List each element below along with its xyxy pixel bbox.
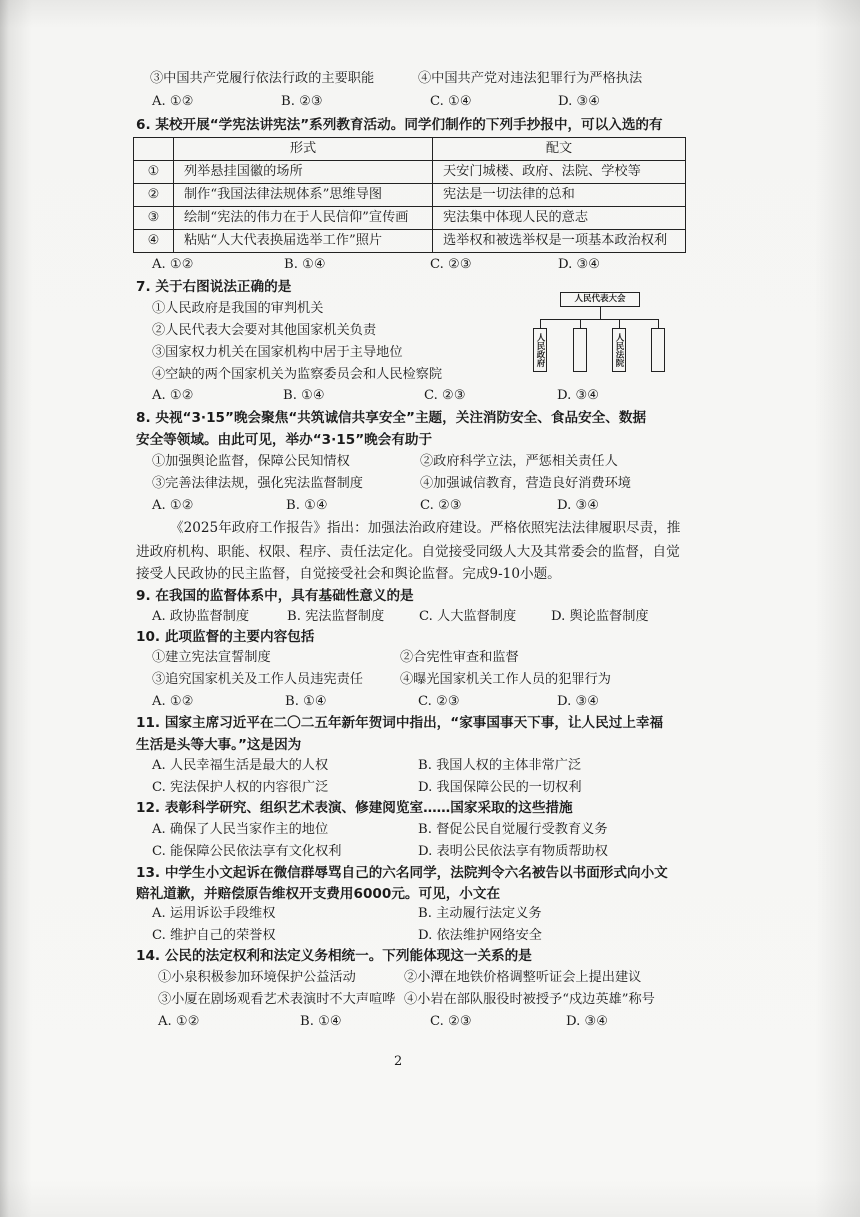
q5-option-c: C. ①④ xyxy=(430,94,472,109)
q7-option-a: A. ①② xyxy=(152,388,194,403)
q14-option-d: D. ③④ xyxy=(566,1014,609,1029)
q11-option-b: B. 我国人权的主体非常广泛 xyxy=(418,758,582,773)
table-cell-index: ④ xyxy=(134,230,174,253)
q9-option-d: D. 舆论监督制度 xyxy=(551,609,649,624)
q13-stem-line-1: 13. 中学生小文起诉在微信群辱骂自己的六名同学，法院判令六名被告以书面形式向小文 xyxy=(136,865,668,881)
diagram-stub-line xyxy=(619,319,620,328)
q12-option-d: D. 表明公民依法享有物质帮助权 xyxy=(418,844,608,859)
q13-option-b: B. 主动履行法定义务 xyxy=(418,906,542,921)
q7-option-d: D. ③④ xyxy=(557,388,600,403)
diagram-stub-line xyxy=(540,319,541,328)
diagram-npc-box: 人民代表大会 xyxy=(560,292,640,307)
q12-stem: 12. 表彰科学研究、组织艺术表演、修建阅览室……国家采取的这些措施 xyxy=(136,800,573,816)
q10-option-b: B. ①④ xyxy=(285,694,327,709)
q6-option-c: C. ②③ xyxy=(430,257,472,272)
table-row xyxy=(134,184,686,207)
q7-item-1: ①人民政府是我国的审判机关 xyxy=(152,301,324,316)
q14-stem: 14. 公民的法定权利和法定义务相统一。下列能体现这一关系的是 xyxy=(136,948,532,964)
q9-option-b: B. 宪法监督制度 xyxy=(287,609,385,624)
q9-option-c: C. 人大监督制度 xyxy=(419,609,517,624)
q10-option-a: A. ①② xyxy=(152,694,194,709)
table-cell-index: ② xyxy=(134,184,174,207)
q8-stem-line-1: 8. 央视“3·15”晚会聚焦“共筑诚信共享安全”主题，关注消防安全、食品安全、数据 xyxy=(136,410,647,426)
q13-stem-line-2: 赔礼道歉，并赔偿原告维权开支费用6000元。可见，小文在 xyxy=(136,886,501,902)
q8-item-2: ②政府科学立法，严惩相关责任人 xyxy=(420,454,618,469)
q14-option-c: C. ②③ xyxy=(430,1014,472,1029)
q7-option-b: B. ①④ xyxy=(283,388,325,403)
q11-option-d: D. 我国保障公民的一切权利 xyxy=(418,780,582,795)
q12-option-a: A. 确保了人民当家作主的地位 xyxy=(152,822,329,837)
diagram-trunk-line xyxy=(600,307,601,319)
q8-option-d: D. ③④ xyxy=(557,498,600,513)
q11-stem-line-2: 生活是头等大事。”这是因为 xyxy=(136,737,302,753)
q11-stem-line-1: 11. 国家主席习近平在二〇二五年新年贺词中指出，“家事国事天下事，让人民过上幸福 xyxy=(136,715,664,731)
q6-stem: 6. 某校开展“学宪法讲宪法”系列教育活动。同学们制作的下列手抄报中，可以入选的有 xyxy=(136,117,663,133)
table-row xyxy=(134,207,686,230)
table-header-row xyxy=(134,138,686,161)
q5-item-4: ④中国共产党对违法犯罪行为严格执法 xyxy=(418,71,643,86)
diagram-blank-box-1 xyxy=(573,328,587,372)
table-cell-index: ① xyxy=(134,161,174,184)
table-cell-form: 粘贴“人大代表换届选举工作”照片 xyxy=(174,230,433,253)
q8-item-3: ③完善法律法规，强化宪法监督制度 xyxy=(152,476,363,491)
q10-item-2: ②合宪性审查和监督 xyxy=(400,650,519,665)
q7-item-2: ②人民代表大会要对其他国家机关负责 xyxy=(152,323,377,338)
q9-stem: 9. 在我国的监督体系中，具有基础性意义的是 xyxy=(136,588,414,604)
q14-item-2: ②小潭在地铁价格调整听证会上提出建议 xyxy=(404,970,642,985)
q7-option-c: C. ②③ xyxy=(424,388,466,403)
diagram-stub-line xyxy=(580,319,581,328)
table-cell-caption: 宪法集中体现人民的意志 xyxy=(433,207,686,230)
q11-option-c: C. 宪法保护人权的内容很广泛 xyxy=(152,780,329,795)
q13-option-d: D. 依法维护网络安全 xyxy=(418,928,542,943)
q13-option-a: A. 运用诉讼手段维权 xyxy=(152,906,276,921)
table-cell-form: 列举悬挂国徽的场所 xyxy=(174,161,433,184)
q10-option-d: D. ③④ xyxy=(557,694,600,709)
diagram-blank-box-2 xyxy=(651,328,665,372)
state-organs-diagram xyxy=(530,290,670,376)
q14-item-1: ①小泉积极参加环境保护公益活动 xyxy=(158,970,356,985)
q10-item-1: ①建立宪法宣誓制度 xyxy=(152,650,271,665)
q7-item-4: ④空缺的两个国家机关为监察委员会和人民检察院 xyxy=(152,367,443,382)
diagram-stub-line xyxy=(658,319,659,328)
q10-stem: 10. 此项监督的主要内容包括 xyxy=(136,629,315,645)
table-cell-caption: 宪法是一切法律的总和 xyxy=(433,184,686,207)
q9-option-a: A. 政协监督制度 xyxy=(152,609,250,624)
page-number: 2 xyxy=(394,1054,403,1069)
q14-option-a: A. ①② xyxy=(158,1014,200,1029)
q12-option-b: B. 督促公民自觉履行受教育义务 xyxy=(418,822,608,837)
q7-stem: 7. 关于右图说法正确的是 xyxy=(136,279,292,295)
q10-item-4: ④曝光国家机关工作人员的犯罪行为 xyxy=(400,672,611,687)
q6-option-b: B. ①④ xyxy=(284,257,326,272)
q6-option-d: D. ③④ xyxy=(558,257,601,272)
table-cell-caption: 天安门城楼、政府、法院、学校等 xyxy=(433,161,686,184)
q8-item-4: ④加强诚信教育，营造良好消费环境 xyxy=(420,476,631,491)
q7-item-3: ③国家权力机关在国家机构中居于主导地位 xyxy=(152,345,403,360)
table-cell-form: 制作“我国法律法规体系”思维导图 xyxy=(174,184,433,207)
passage-line-1: 《2025年政府工作报告》指出：加强法治政府建设。严格依照宪法法律履职尽责，推 xyxy=(170,520,681,536)
q8-option-b: B. ①④ xyxy=(286,498,328,513)
diagram-court-box: 人民法院 xyxy=(612,328,626,372)
q5-option-b: B. ②③ xyxy=(281,94,323,109)
passage-line-2: 进政府机构、职能、权限、程序、责任法定化。自觉接受同级人大及其常委会的监督，自觉 xyxy=(136,544,680,560)
table-row xyxy=(134,161,686,184)
q11-option-a: A. 人民幸福生活是最大的人权 xyxy=(152,758,329,773)
table-header-index xyxy=(134,138,174,161)
q13-option-c: C. 维护自己的荣誉权 xyxy=(152,928,276,943)
table-cell-form: 绘制“宪法的伟力在于人民信仰”宣传画 xyxy=(174,207,433,230)
q14-item-4: ④小岩在部队服役时被授予“戍边英雄”称号 xyxy=(404,992,655,1007)
table-header-form: 形式 xyxy=(174,138,433,161)
q10-option-c: C. ②③ xyxy=(418,694,460,709)
q10-item-3: ③追究国家机关及工作人员违宪责任 xyxy=(152,672,363,687)
q5-option-d: D. ③④ xyxy=(558,94,601,109)
q12-option-c: C. 能保障公民依法享有文化权利 xyxy=(152,844,342,859)
q14-item-3: ③小厦在剧场观看艺术表演时不大声喧哗 xyxy=(158,992,396,1007)
q5-option-a: A. ①② xyxy=(152,94,194,109)
q8-item-1: ①加强舆论监督，保障公民知情权 xyxy=(152,454,350,469)
table-header-caption: 配文 xyxy=(433,138,686,161)
q8-option-a: A. ①② xyxy=(152,498,194,513)
passage-line-3: 接受人民政协的民主监督，自觉接受社会和舆论监督。完成9-10小题。 xyxy=(136,566,561,582)
q14-option-b: B. ①④ xyxy=(300,1014,342,1029)
q6-table xyxy=(133,137,686,253)
q8-option-c: C. ②③ xyxy=(420,498,462,513)
diagram-government-box: 人民政府 xyxy=(533,328,547,372)
diagram-branch-line xyxy=(540,319,659,320)
q8-stem-line-2: 安全等领域。由此可见，举办“3·15”晚会有助于 xyxy=(136,432,433,448)
table-cell-index: ③ xyxy=(134,207,174,230)
q5-item-3: ③中国共产党履行依法行政的主要职能 xyxy=(150,71,375,86)
q6-option-a: A. ①② xyxy=(152,257,194,272)
table-row xyxy=(134,230,686,253)
table-cell-caption: 选举权和被选举权是一项基本政治权利 xyxy=(433,230,686,253)
